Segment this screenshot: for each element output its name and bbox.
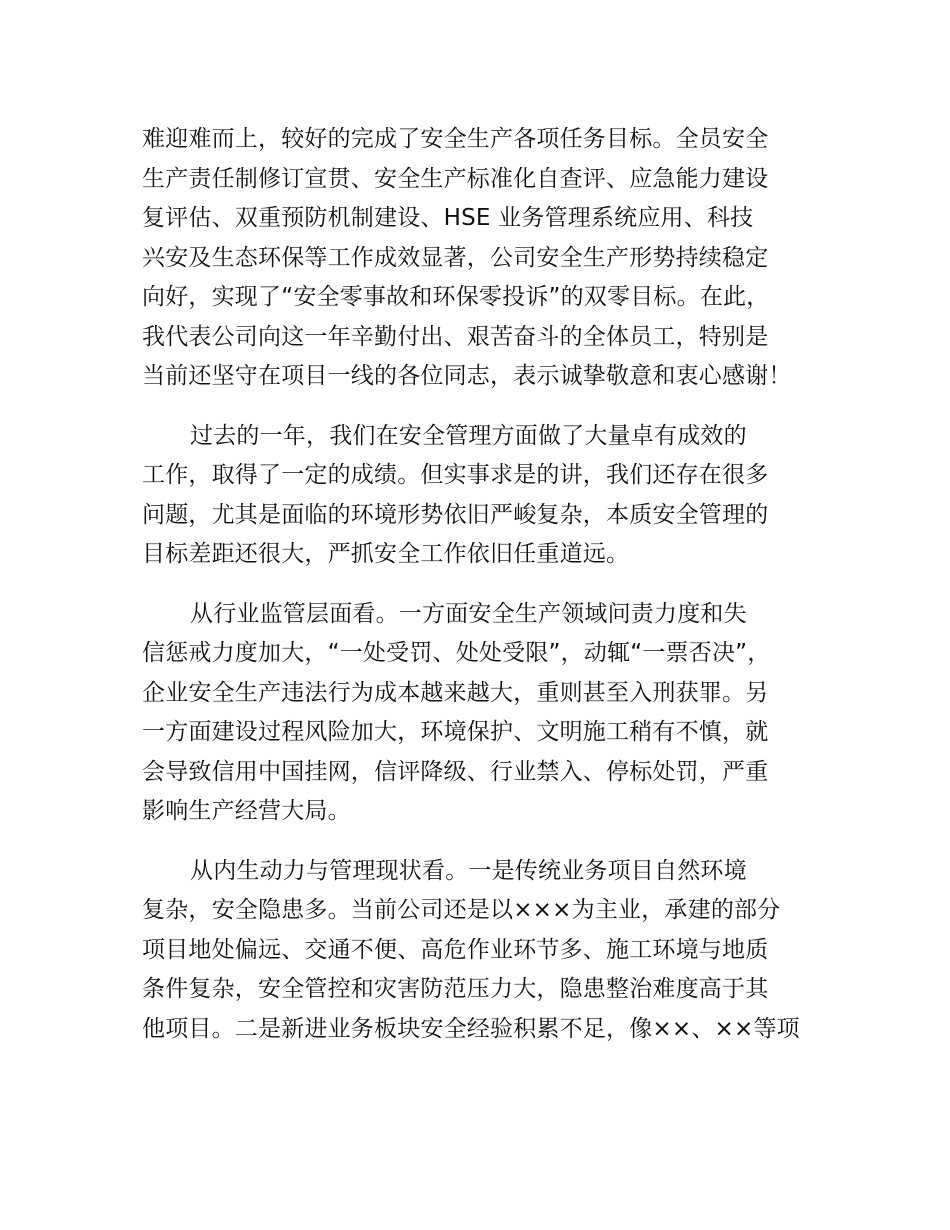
- paragraph-line: 企业安全生产违法行为成本越来越大，重则甚至入刑获罪。另: [142, 679, 769, 706]
- paragraph-line: 兴安及生态环保等工作成效显著，公司安全生产形势持续稳定: [142, 244, 769, 271]
- paragraph-line: 条件复杂，安全管控和灾害防范压力大，隐患整治难度高于其: [142, 976, 769, 1002]
- paragraph-1: [142, 120, 832, 397]
- paragraph-line: 生产责任制修订宣贯、安全生产标准化自查评、应急能力建设: [142, 165, 769, 192]
- paragraph-line: 他项目。二是新进业务板块安全经验积累不足，像××、××等项: [142, 1015, 800, 1042]
- paragraph-line: 工作，取得了一定的成绩。但实事求是的讲，我们还存在很多: [142, 462, 769, 488]
- document-body: [142, 120, 832, 1069]
- paragraph-line: 过去的一年，我们在安全管理方面做了大量卓有成效的: [190, 422, 747, 449]
- paragraph-2: [142, 417, 832, 575]
- paragraph-line: 当前还坚守在项目一线的各位同志，表示诚挚敬意和衷心感谢！: [142, 363, 792, 389]
- paragraph-line: 难迎难而上，较好的完成了安全生产各项任务目标。全员安全: [142, 126, 769, 152]
- paragraph-line: 从内生动力与管理现状看。一是传统业务项目自然环境: [190, 857, 747, 884]
- paragraph-line: 一方面建设过程风险加大，环境保护、文明施工稍有不慎，就: [142, 719, 769, 745]
- paragraph-4: [142, 852, 832, 1050]
- paragraph-line: 会导致信用中国挂网，信评降级、行业禁入、停标处罚，严重: [142, 758, 769, 785]
- paragraph-line: 复评估、双重预防机制建设、HSE 业务管理系统应用、科技: [142, 205, 754, 231]
- paragraph-line: 向好，实现了“安全零事故和环保零投诉”的双零目标。在此，: [142, 284, 770, 310]
- paragraph-3: [142, 595, 832, 832]
- paragraph-line: 问题，尤其是面临的环境形势依旧严峻复杂，本质安全管理的: [142, 501, 769, 528]
- paragraph-line: 目标差距还很大，严抓安全工作依旧任重道远。: [142, 541, 630, 567]
- paragraph-line: 影响生产经营大局。: [142, 798, 351, 824]
- paragraph-line: 我代表公司向这一年辛勤付出、艰苦奋斗的全体员工，特别是: [142, 323, 769, 350]
- paragraph-line: 项目地处偏远、交通不便、高危作业环节多、施工环境与地质: [142, 936, 769, 963]
- paragraph-line: 从行业监管层面看。一方面安全生产领域问责力度和失: [190, 600, 747, 627]
- paragraph-line: 复杂，安全隐患多。当前公司还是以×××为主业，承建的部分: [142, 897, 781, 923]
- paragraph-line: 信惩戒力度加大，“一处受罚、处处受限”，动辄“一票否决”，: [142, 640, 771, 666]
